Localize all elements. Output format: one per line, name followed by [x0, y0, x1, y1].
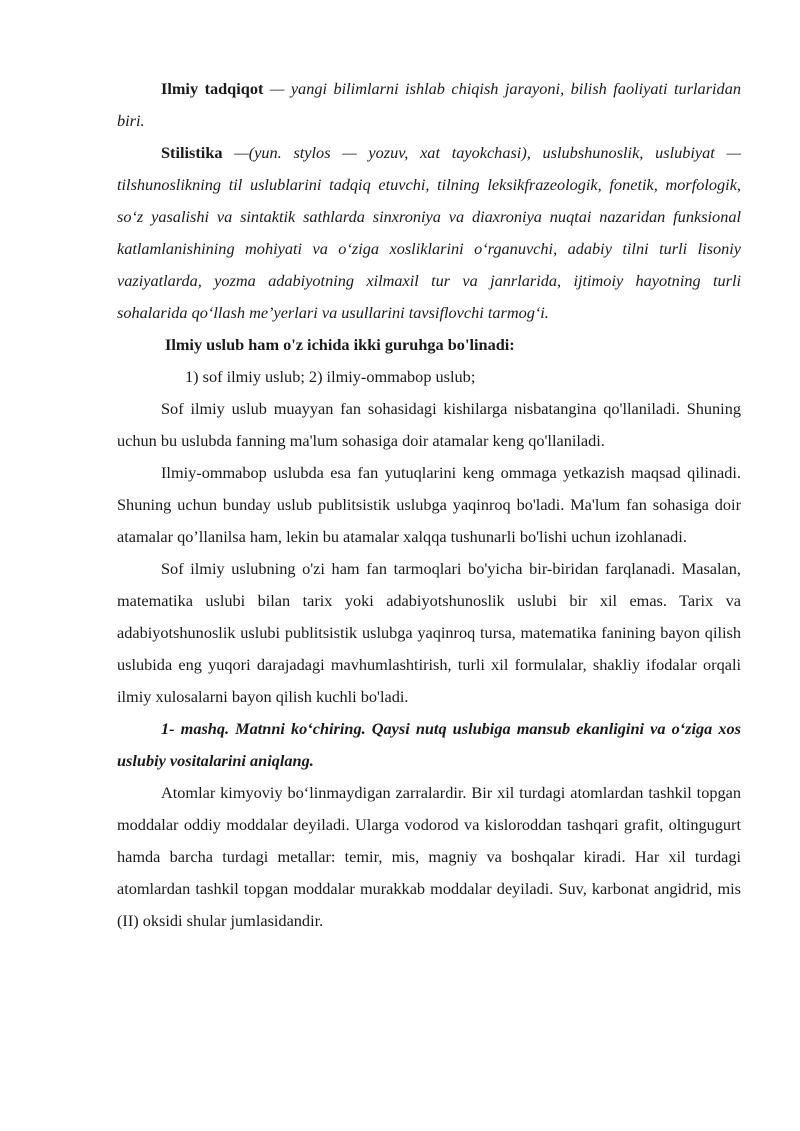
section-heading: Ilmiy uslub ham o'z ichida ikki guruhga bo'linadi:	[165, 335, 515, 354]
paragraph-sof-ilmiy: Sof ilmiy uslub muayyan fan sohasidagi kishilarga nisbatangina qo'llaniladi. Shuning uchun bu uslubda fanning ma'lum sohasiga doir atamalar keng qo'llaniladi.	[117, 399, 741, 450]
definition-text: — yangi bilimlarni ishlab chiqish jarayoni, bilish faoliyati turlaridan biri.	[117, 79, 741, 130]
definition-ilmiy-tadqiqot	[117, 73, 741, 137]
definition-term: Stilistika	[161, 143, 223, 162]
exercise-heading: 1- mashq. Matnni ko‘chiring. Qaysi nutq uslubiga mansub ekanligini va o‘ziga xos uslubiy vositalarini aniqlang.	[117, 719, 741, 770]
document-page	[117, 73, 741, 937]
exercise-text: Atomlar kimyoviy bo‘linmaydigan zarralardir. Bir xil turdagi atomlardan tashkil topgan moddalar oddiy moddalar deyiladi. Ularga vodorod va kisloroddan tashqari grafit, oltingugurt hamda barcha turdagi metallar: temir, mis, magniy va boshqalar kiradi. Har xil turdagi atomlardan tashkil topgan moddalar murakkab moddalar deyiladi. Suv, karbonat angidrid, mis (II) oksidi shular jumlasidandir.	[117, 783, 741, 930]
definition-text: —(yun. stylos — yozuv, xat tayokchasi), uslubshunoslik, uslubiyat — tilshunoslikning til uslublarini tadqiq etuvchi, tilning leksikfrazeologik, fonetik, morfologik, so‘z yasalishi va sintaktik sathlarda sinxroniya va diaxroniya nuqtai nazaridan funksional katlamlanishining mohiyati va o‘ziga xosliklarini o‘rganuvchi, adabiy tilni turli lisoniy vaziyatlarda, yozma adabiyotning xilmaxil tur va janrlarida, ijtimoiy hayotning turli sohalarida qo‘llash me’yerlari va usullarini tavsiflovchi tarmog‘i.	[117, 143, 741, 322]
paragraph-fan-tarmoqlari: Sof ilmiy uslubning o'zi ham fan tarmoqlari bo'yicha bir-biridan farqlanadi. Masalan, matematika uslubi bilan tarix yoki adabiyotshunoslik uslubi bir xil emas. Tarix va adabiyotshunoslik uslubi publitsistik uslubga yaqinroq tursa, matematika fanining bayon qilish uslubida eng yuqori darajadagi mavhumlashtirish, turli xil formulalar, shakliy ifodalar orqali ilmiy xulosalarni bayon qilish kuchli bo'ladi.	[117, 559, 741, 706]
style-list: 1) sof ilmiy uslub; 2) ilmiy-ommabop uslub;	[185, 367, 476, 386]
paragraph-ilmiy-ommabop: Ilmiy-ommabop uslubda esa fan yutuqlarini keng ommaga yetkazish maqsad qilinadi. Shuning uchun bunday uslub publitsistik uslubga yaqinroq bo'ladi. Ma'lum fan sohasiga doir atamalar qo’llanilsa ham, lekin bu atamalar xalqqa tushunarli bo'lishi uchun izohlanadi.	[117, 463, 741, 546]
definition-stilistika	[117, 137, 741, 329]
definition-term: Ilmiy tadqiqot	[161, 79, 264, 98]
